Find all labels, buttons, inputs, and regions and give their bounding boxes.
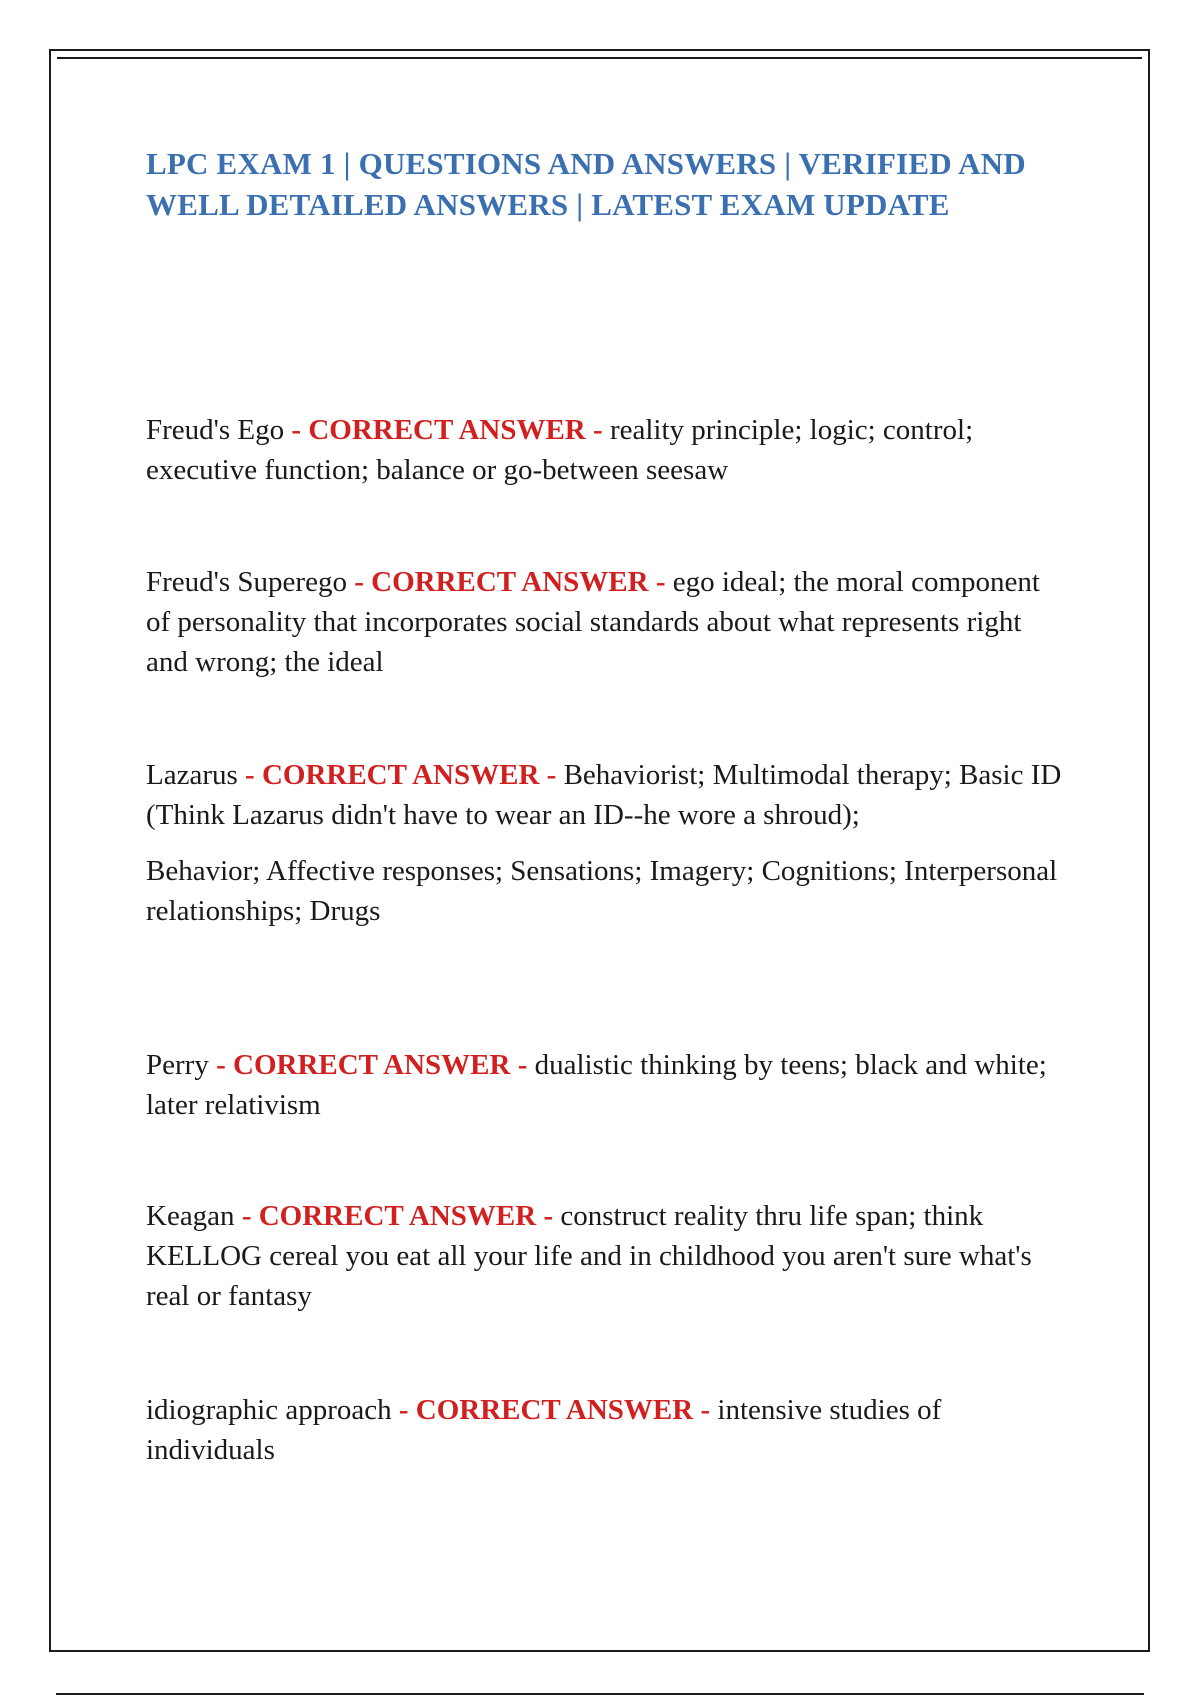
document-header	[146, 143, 1066, 225]
qa-term: Freud's Ego	[146, 414, 285, 446]
qa-definition: dualistic thinking by teens; black and white; later relativism	[146, 1049, 1047, 1121]
top-double-rule	[57, 57, 1142, 59]
qa-separator: -	[655, 566, 666, 598]
correct-answer-marker: CORRECT ANSWER	[308, 414, 586, 446]
qa-separator: -	[398, 1394, 409, 1426]
page-bottom-rule	[56, 1693, 1144, 1695]
qa-item	[146, 1196, 1066, 1316]
qa-term: Keagan	[146, 1200, 235, 1232]
qa-separator: -	[593, 414, 603, 446]
qa-definition: Behaviorist; Multimodal therapy; Basic ID (Think Lazarus didn't have to wear an ID--he wore a shroud);	[146, 759, 1062, 831]
qa-separator: -	[543, 1200, 554, 1232]
qa-item	[146, 562, 1066, 682]
qa-separator: -	[216, 1049, 226, 1081]
qa-definition-continued: Behavior; Affective responses; Sensations; Imagery; Cognitions; Interpersonal relationships; Drugs	[146, 855, 1058, 927]
qa-item	[146, 410, 1066, 490]
document-title: LPC EXAM 1 | QUESTIONS AND ANSWERS | VERIFIED AND WELL DETAILED ANSWERS | LATEST EXAM UPDATE	[146, 146, 1026, 222]
correct-answer-marker: CORRECT ANSWER	[415, 1394, 694, 1426]
qa-item	[146, 1390, 1066, 1470]
qa-term: Lazarus	[146, 759, 238, 791]
qa-definition: construct reality thru life span; think KELLOG cereal you eat all your life and in childhood you aren't sure what's real or fantasy	[146, 1200, 1032, 1312]
qa-separator: -	[517, 1049, 528, 1081]
qa-term: Freud's Superego	[146, 566, 347, 598]
correct-answer-marker: CORRECT ANSWER	[371, 566, 649, 598]
qa-definition: ego ideal; the moral component of personality that incorporates social standards about what represents right and wrong; the ideal	[146, 566, 1040, 678]
qa-separator: -	[354, 566, 364, 598]
qa-term: idiographic approach	[146, 1394, 392, 1426]
qa-separator: -	[291, 414, 302, 446]
correct-answer-marker: CORRECT ANSWER	[261, 759, 540, 791]
correct-answer-marker: CORRECT ANSWER	[233, 1049, 511, 1081]
qa-item	[146, 1045, 1066, 1125]
qa-definition: intensive studies of individuals	[146, 1394, 942, 1466]
qa-term: Perry	[146, 1049, 209, 1081]
correct-answer-marker: CORRECT ANSWER	[258, 1200, 537, 1232]
qa-definition: reality principle; logic; control; executive function; balance or go-between seesaw	[146, 414, 974, 486]
qa-separator: -	[700, 1394, 711, 1426]
qa-item	[146, 755, 1066, 931]
qa-separator: -	[241, 1200, 252, 1232]
qa-separator: -	[546, 759, 557, 791]
qa-separator: -	[245, 759, 255, 791]
